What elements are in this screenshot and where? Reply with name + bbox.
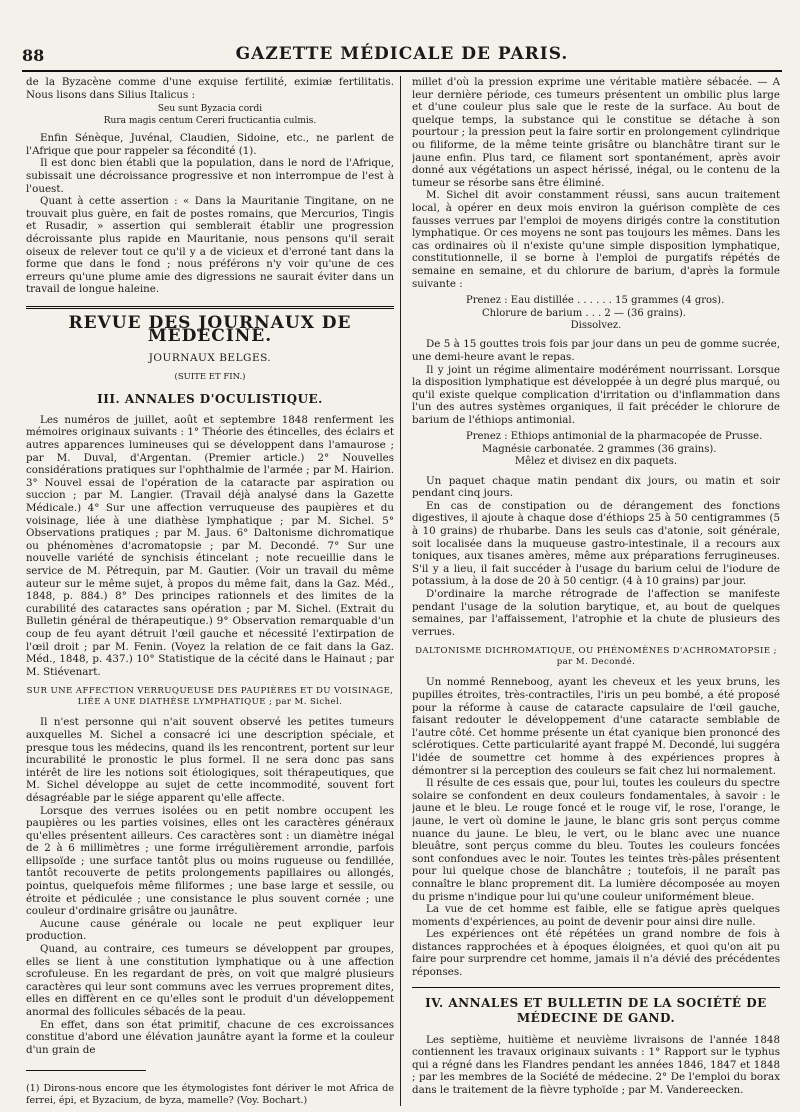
paragraph: Enfin Sénèque, Juvénal, Claudien, Sidoine, etc., ne parlent de l'Afrique que pour rappeler sa fécondité (1). (26, 132, 394, 157)
footnote-rule (26, 1070, 146, 1071)
section-heading (412, 996, 780, 1026)
right-column (412, 76, 780, 1106)
column-divider (400, 76, 401, 1106)
paragraph: Un nommé Renneboog, ayant les cheveux et les yeux bruns, les pupilles étroites, très-contractiles, l'iris un peu bombé, a été proposé pour la réforme à cause de cataracte capsulaire de l'œil gauche, faisant redouter le développement d'une cataracte semblable de l'autre côté. Cet homme présente un état cyanique bien prononcé des sclérotiques. Cette particularité ayant frappé M. Decondé, lui suggéra l'idée de soumettre cet homme à des expériences propres à démontrer si la perception des couleurs se fait chez lui normalement. (412, 676, 780, 777)
revue-title: REVUE DES JOURNAUX DE MÉDECINE. (68, 312, 352, 346)
paragraph: Il y joint un régime alimentaire modérément nourrissant. Lorsque la disposition lymphatique est développée à un degré plus marqué, ou qu'il existe quelque complication d'irritation ou d'inflammation dans l'un des autres systèmes organiques, il fait précéder le chlorure de barium de l'éthiops antimonial. (412, 363, 780, 426)
page-header (22, 40, 782, 72)
paragraph: Un paquet chaque matin pendant dix jours, ou matin et soir pendant cinq jours. (412, 474, 780, 500)
section-divider (412, 987, 780, 988)
section-divider (26, 306, 394, 309)
formula-line: Magnésie carbonatée. 2 grammes (36 grains). (482, 443, 717, 455)
prescription-formula (412, 295, 780, 332)
formula-line: Prenez : Ethiops antimonial de la pharmacopée de Prusse. (466, 431, 763, 443)
paragraph: Il résulte de ces essais que, pour lui, toutes les couleurs du spectre solaire se confondent en deux couleurs fondamentales, à savoir : le jaune et le bleu. Le rouge foncé et le rouge vif, le rose, l'orange, le jaune, le vert où domine le jaune, le blanc gris sont perçus comme nuance du jaune. Le bleu, le vert, ou le blanc avec une nuance bleuâtre, sont perçus comme du bleu. Toutes les couleurs foncées sont confondues avec le noir. Toutes les teintes très-pâles présentent pour lui quelque chose de blanchâtre ; toutefois, il ne paraît pas connaître le blanc proprement dit. La lumière décomposée au moyen du prisme n'indique pour lui qu'une couleur uniformément bleue. (412, 777, 780, 903)
left-column (26, 76, 394, 1106)
paragraph: Lorsque des verrues isolées ou en petit nombre occupent les paupières ou les parties voisines, elles ont les caractères généraux qu'elles présentent ailleurs. Ces caractères sont : un diamètre inégal de 2 à 6 millimètres ; une forme irrégulièrement arrondie, parfois ellipsoïde ; une surface tantôt plus ou moins rugueuse ou fendillée, tantôt recouverte de petits prolongements papillaires ou allongés, pointus, quelquefois même filiformes ; une base large et sessile, ou étroite et pédiculée ; une consistance le plus souvent cornée ; une couleur d'ordinaire grisâtre ou jaunâtre. (26, 804, 394, 918)
running-title: GAZETTE MÉDICALE DE PARIS. (235, 44, 569, 64)
section-heading-line: MÉDECINE DE GAND. (516, 1010, 676, 1025)
formula-line: Mêlez et divisez en dix paquets. (514, 456, 678, 468)
paragraph: D'ordinaire la marche rétrograde de l'affection se manifeste pendant l'usage de la solution barytique, et, au bout de quelques semaines, par l'affaissement, l'atrophie et la chute de plusieurs des verrues. (412, 588, 780, 638)
paragraph: Aucune cause générale ou locale ne peut expliquer leur production. (26, 917, 394, 943)
suite-note: (SUITE ET FIN.) (174, 371, 246, 382)
article-subheading: SUR UNE AFFECTION VERRUQUEUSE DES PAUPIÈRES ET DU VOISINAGE, LIÉE A UNE DIATHÈSE LYMPHATIQUE ; par M. Sichel. (26, 686, 394, 708)
paragraph: Les numéros de juillet, août et septembre 1848 renferment les mémoires originaux suivants : 1° Théorie des étincelles, des éclairs et autres apparences lumineuses qui se développent dans l'amaurose ; par M. Duval, d'Argentan. (Premier article.) 2° Nouvelles considérations pratiques sur l'ophthalmie de l'armée ; par M. Hairion. 3° Nouvel essai de l'opération de la cataracte par aspiration ou succion ; par M. Langier. (Travail déjà analysé dans la Gazette Médicale.) 4° Sur une affection verruqueuse des paupières et du voisinage, liée à une diathèse lymphatique ; par M. Sichel. 5° Observations pratiques ; par M. Jaus. 6° Daltonisme dichromatique ou phénomènes d'acromatopsie ; par M. Decondé. 7° Sur une nouvelle variété de synchisis étincelant ; note recueillie dans le service de M. Pétrequin, par M. Gautier. (Voir un travail du même auteur sur le même sujet, à propos du même fait, dans la Gaz. Méd., 1848, p. 884.) 8° Des principes rationnels et des limites de la curabilité des cataractes sans opération ; par M. Sichel. (Extrait du Bulletin général de thérapeutique.) 9° Observation remarquable d'un coup de feu ayant détruit l'œil gauche et nécessité l'extirpation de l'œil droit ; par M. Fenin. (Voyez la relation de ce fait dans la Gaz. Méd., 1848, p. 437.) 10° Statistique de la cécité dans le Hainaut ; par M. Stiévenart. (26, 413, 394, 678)
section-heading-line: IV. ANNALES ET BULLETIN DE LA SOCIÉTÉ DE (425, 995, 767, 1010)
paragraph: En cas de constipation ou de dérangement des fonctions digestives, il ajoute à chaque dose d'éthiops 25 à 50 centigrammes (5 à 10 grains) de rhubarbe. Dans les seuls cas d'atonie, soit générale, soit localisée dans la muqueuse gastro-intestinale, il a recours aux toniques, aux tisanes amères, même aux préparations ferrugineuses. S'il y a lieu, il fait succéder à l'usage du barium celui de l'iodure de potassium, à la dose de 20 à 50 centigr. (4 à 10 grains) par jour. (412, 499, 780, 588)
paragraph: Les expériences ont été répétées un grand nombre de fois à distances rapprochées et à époques éloignées, et quoi qu'on ait pu faire pour surprendre cet homme, jamais il n'a dévié des précédentes réponses. (412, 928, 780, 979)
article-subheading: DALTONISME DICHROMATIQUE, OU PHÉNOMÈNES D'ACHROMATOPSIE ; par M. Decondé. (415, 646, 777, 668)
page-number: 88 (22, 46, 45, 65)
formula-line: Chlorure de barium . . . 2 — (36 grains). (482, 307, 686, 319)
verse-quote (26, 104, 394, 127)
paragraph: De 5 à 15 gouttes trois fois par jour dans un peu de gomme sucrée, une demi-heure avant le repas. (412, 338, 780, 363)
paragraph: Il est donc bien établi que la population, dans le nord de l'Afrique, subissait une décroissance progressive et non interrompue de l'est à l'ouest. (26, 157, 394, 195)
paragraph: La vue de cet homme est faible, elle se fatigue après quelques moments d'expériences, au point de devenir pour ainsi dire nulle. (412, 903, 780, 928)
formula-line: Prenez : Eau distillée . . . . . . 15 grammes (4 gros). (466, 295, 725, 307)
paragraph: M. Sichel dit avoir constamment réussi, sans aucun traitement local, à opérer en deux mois environ la guérison complète de ces fausses verrues par l'emploi de moyens dirigés contre la constitution lymphatique. Or ces moyens ne sont pas toujours les mêmes. Dans les cas ordinaires où il n'existe qu'une simple disposition lymphatique, constitutionnelle, il se borne à l'emploi de purgatifs répétés de semaine en semaine, et du chlorure de barium, d'après la formule suivante : (412, 189, 780, 290)
footnote: (1) Dirons-nous encore que les étymologistes font dériver le mot Africa de ferrei, épi, et Byzacium, de byza, mamelle? (Voy. Bochart.) (26, 1083, 394, 1106)
paragraph: de la Byzacène comme d'une exquise fertilité, eximiæ fertilitatis. Nous lisons dans Silius Italicus : (26, 76, 394, 101)
section-heading: III. ANNALES D'OCULISTIQUE. (97, 392, 323, 407)
formula-line: Dissolvez. (570, 319, 622, 331)
journaux-subtitle: JOURNAUX BELGES. (148, 352, 272, 365)
prescription-formula (412, 431, 780, 468)
paragraph: Les septième, huitième et neuvième livraisons de l'année 1848 contiennent les travaux originaux suivants : 1° Rapport sur le typhus qui a régné dans les Flandres pendant les années 1846, 1847 et 1848 ; par les membres de la Société de médecine. 2° De l'emploi du borax dans le traitement de la fièvre typhoïde ; par M. Vandereecken. (412, 1033, 780, 1097)
paragraph: Il n'est personne qui n'ait souvent observé les petites tumeurs auxquelles M. Sichel a consacré ici une description spéciale, et presque tous les médecins, quand ils les rencontrent, portent sur leur incurabilité le pronostic le plus formel. Il ne sera donc pas sans intérêt de lire les notions soit étiologiques, soit thérapeutiques, que M. Sichel développe au sujet de cette incommodité, souvent fort désagréable par le siége apparent qu'elle affecte. (26, 716, 394, 804)
paragraph: Quand, au contraire, ces tumeurs se développent par groupes, elles se lient à une constitution lymphatique ou à une affection scrofuleuse. En les regardant de près, on voit que malgré plusieurs caractères qui leur sont communs avec les verrues proprement dites, elles en diffèrent en ce qu'elles sont le produit d'un développement anormal des follicules sébacés de la peau. (26, 943, 394, 1018)
paragraph: millet d'où la pression exprime une véritable matière sébacée. — A leur dernière période, ces tumeurs présentent un ombilic plus large et d'une couleur plus sale que le reste de la surface. Au bout de quelque temps, la substance qui le constitue se détache à son pourtour ; la pression peut la faire sortir en prolongement cylindrique ou filiforme, de la même teinte grisâtre ou blanchâtre tirant sur le jaune enfin. Plus tard, ce filament sort spontanément, après avoir donné aux végétations un aspect hérissé, inégal, ou le contenu de la tumeur se résorbe sans être éliminé. (412, 76, 780, 189)
paragraph: En effet, dans son état primitif, chacune de ces excroissances constitue d'abord une élévation jaunâtre ayant la forme et la couleur d'un grain de (26, 1018, 394, 1056)
verse-line: Seu sunt Byzacia cordi (157, 104, 263, 115)
verse-line: Rura magis centum Cereri fructicantia culmis. (103, 115, 317, 126)
paragraph: Quant à cette assertion : « Dans la Mauritanie Tingitane, on ne trouvait plus guère, en fait de postes romains, que Mercurios, Tingis et Rusadir, » assertion qui semblerait établir une progression décroissante plus rapide en Mauritanie, nous pensons qu'il serait oiseux de relever tout ce qu'il y a de vicieux et d'erroné tant dans la forme que dans le fond ; nous préférons n'y voir qu'une de ces erreurs qu'une plume amie des digressions ne saurait éviter dans un travail de longue haleine. (26, 195, 394, 296)
